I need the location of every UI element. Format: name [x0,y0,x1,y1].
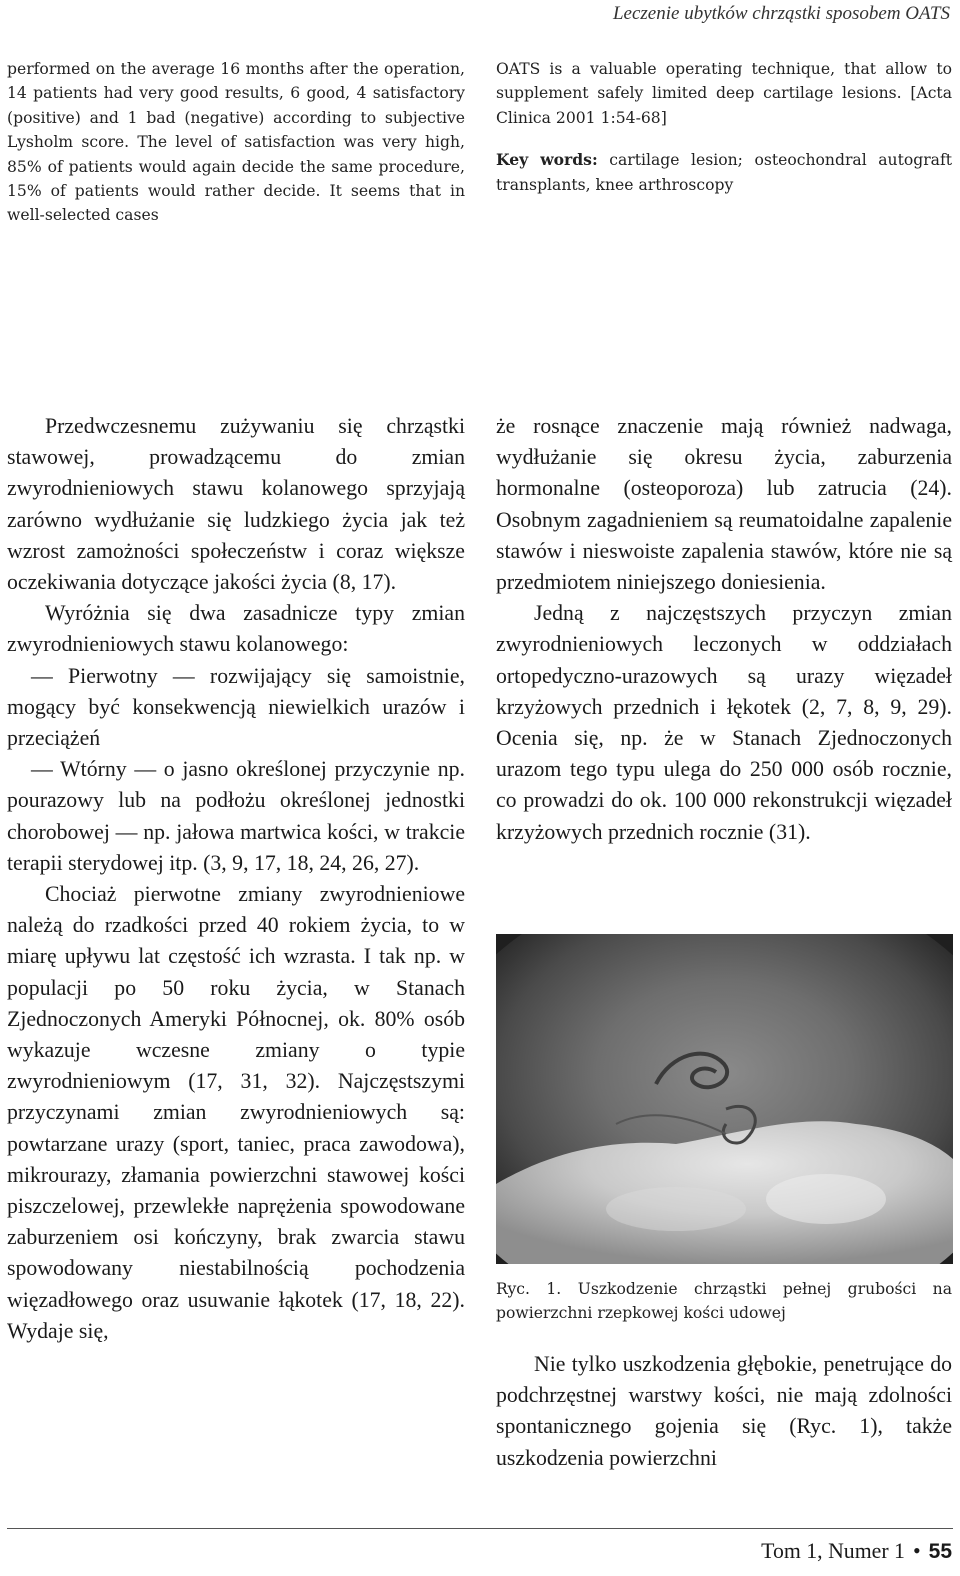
paragraph: Jedną z najczęstszych przyczyn zmian zwyrodnieniowych leczonych w oddziałach ortopedyczno-urazowych są urazy więzadeł krzyżowych przednich i łękotek (2, 7, 8, 9, 29). Ocenia się, np. że w Stanach Zjednoczonych urazom tego typu ulega do 250 000 osób rocznie, co prowadzi do ok. 100 000 rekonstrukcji więzadeł krzyżowych przednich rocznie (31). [496,601,952,844]
keywords-text: cartilage lesion; osteochondral autograft transplants, knee arthroscopy [496,151,952,194]
arthroscopy-photo [496,934,953,1264]
abstract-text-left: performed on the average 16 months after the operation, 14 patients had very good results, 6 good, 4 satisfactory (positive) and 1 bad (negative) according to subjective Lysholm score. The level of satisfaction was very high, 85% of patients would again decide the same procedure, 15% of patients would rather decide. It seems that in well-selected cases [7,60,465,225]
paragraph: Wyróżnia się dwa zasadnicze typy zmian zwyrodnieniowych stawu kolanowego: [7,601,465,657]
figure-caption: Ryc. 1. Uszkodzenie chrząstki pełnej grubości na powierzchni rzepkowej kości udowej [496,1280,952,1323]
volume-issue: Tom 1, Numer 1 [761,1539,905,1563]
figure-arthroscopy-image [496,934,953,1264]
page-footer [761,1538,952,1564]
running-head: Leczenie ubytków chrząstki sposobem OATS [612,3,950,24]
list-item-secondary: — Wtórny — o jasno określonej przyczynie np. pourazowy lub na podłożu określonej jednostki chorobowej — np. jałowa martwica kości, w trakcie terapii sterydowej itp. (3, 9, 17, 18, 24, 26, 27). [7,757,465,875]
page-number: 55 [928,1540,952,1563]
bullet-separator: • [912,1538,921,1563]
abstract-right-column [496,57,952,197]
footer-divider [7,1528,953,1529]
paragraph: Przedwczesnemu zużywaniu się chrząstki stawowej, prowadzącemu do zmian zwyrodnieniowych stawu kolanowego sprzyjają zarówno wydłużanie się ludzkiego życia jak też wzrost zamożności społeczeństw i coraz większe oczekiwania dotyczące jakości życia (8, 17). [7,414,465,595]
paragraph: Nie tylko uszkodzenia głębokie, penetrujące do podchrzęstnej warstwy kości, nie mają zdolności spontanicznego gojenia się (Ryc. 1), także uszkodzenia powierzchni [496,1352,952,1470]
keywords-label: Key words: [496,150,598,170]
body-right-column-continued [496,1349,952,1474]
keywords [496,148,952,197]
abstract-text-right: OATS is a valuable operating technique, that allow to supplement safely limited deep cartilage lesions. [Acta Clinica 2001 1:54-68] [496,60,952,127]
paragraph: Chociaż pierwotne zmiany zwyrodnieniowe należą do rzadkości przed 40 rokiem życia, to w miarę upływu lat częstość ich wzrasta. I tak np. w populacji po 50 roku życia, w Stanach Zjednoczonych Ameryki Północnej, ok. 80% osób wykazuje wczesne zmiany o typie zwyrodnieniowym (17, 31, 32). Najczęstszymi przyczynami zmian zwyrodnieniowych są: powtarzane urazy (sport, taniec, praca zawodowa), mikrourazy, złamania powierzchni stawowej kości piszczelowej, przewlekłe naprężenia spowodowane zaburzeniem osi kończyny, brak zwarcia stawu spowodowany niestabilnością pochodzenia więzadłowego oraz usuwanie łąkotek (17, 18, 22). Wydaje się, [7,882,465,1343]
body-right-column [496,411,952,848]
list-item-primary: — Pierwotny — rozwijający się samoistnie, mogący być konsekwencją niewielkich urazów i przeciążeń [7,663,465,751]
abstract-left-column [7,57,465,228]
paragraph: że rosnące znaczenie mają również nadwaga, wydłużanie się okresu życia, zaburzenia hormonalne (osteoporoza) lub zatrucia (24). Osobnym zagadnieniem są reumatoidalne zapalenie stawów i nieswoiste zapalenia stawów, które nie są przedmiotem niniejszego doniesienia. [496,414,952,595]
body-left-column [7,411,465,1347]
